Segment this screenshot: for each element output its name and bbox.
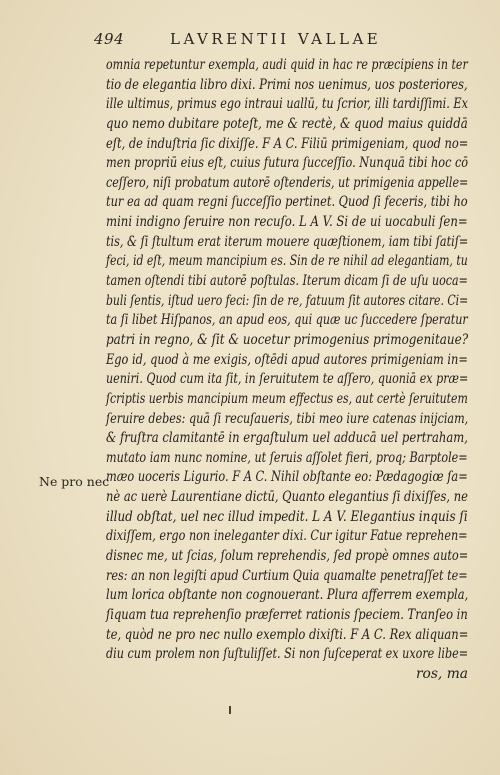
text-line: mini indigno ſeruire non recuſo. L A V. Si de ui uocabuli ſen= (106, 214, 468, 231)
text-line: disnec me, ut ſcias, ſolum reprehendis, ſed propè omnes auto= (106, 548, 469, 565)
text-line: quo nemo dubitare poteſt, me & rectè, & quod maius quiddā (106, 115, 468, 132)
text-line: ros, ma (415, 665, 468, 682)
text-line: ſiquam tua reprehenſio præferret rationis ſpeciem. Tranſeo in (106, 606, 468, 623)
text-line: & fruſtra clamitantē in ergaſtulum uel adducā uel pertraham, (106, 430, 468, 447)
margin-note: Ne pro nec (39, 474, 110, 489)
text-line: ueniri. Quod cum ita ſit, in ſeruitutem te aſſero, quoniā ex præ= (106, 371, 469, 388)
text-line: tio de elegantia libro dixi. Primi nos uenimus, uos posteriores, (106, 76, 468, 93)
text-line: mutato iam nunc nomine, ut ſeruis aſſolet fieri, proq; Barptole= (106, 449, 468, 466)
page-number: 494 (94, 30, 125, 48)
text-line: Ego id, quod à me exigis, oſtēdi apud autores primigeniam in= (106, 351, 468, 368)
text-line: lum lorica obſtante non cognouerant. Plura afferrem exempla, (106, 587, 469, 604)
text-line: dixiſſem, ergo non ineleganter dixi. Cur igitur Fatue reprehen= (106, 528, 468, 545)
text-line: eſt, de induſtria ſic dixiſſe. F A C. Filiū primigeniam, quod no= (106, 135, 469, 152)
text-line: res: an non legiſti apud Curtium Quia quamalte penetraſſet te= (106, 567, 468, 584)
text-line: patri in regno, & ſit & uocetur primogenius primogenitaue? (106, 331, 469, 348)
text-line: ſcriptis uerbis mancipium meum effectus es, aut certè ſeruitutem (106, 390, 468, 407)
text-line: ceſſero, niſi probatum autorē oſtenderis, ut primigenia appelle= (106, 174, 469, 191)
text-line: tis, & ſi ſtultum erat iterum mouere quæſtionem, iam tibi ſatiſ= (106, 233, 469, 250)
body-text (106, 56, 468, 685)
text-line: omnia repetuntur exempla, audi quid in hac re præcipiens in ter (106, 57, 468, 73)
text-line: te, quòd ne pro nec nullo exemplo dixiſti. F A C. Rex aliquan= (106, 626, 469, 643)
text-line: mæo uoceris Ligurio. F A C. Nihil obſtante eo: Pædagogiœ ſa= (106, 469, 468, 486)
text-line: tamen oſtendi tibi autorē poſtulas. Iterum dicam ſi de uſu uoca= (106, 273, 468, 290)
text-line: illud obſtat, uel nec illud impedit. L A V. Elegantius inquis ſi (106, 508, 468, 525)
text-line: buli ſentis, iſtud uero feci: ſin de re, fatuum ſit autores citare. Ci= (106, 292, 469, 309)
text-line: diu cum prolem non ſuſtuliſſet. Si non ſuſceperat ex uxore libe= (106, 646, 469, 663)
text-line: ille ultimus, primus ego intraui uallū, tu ſcrior, illi tardiſſimi. Ex (106, 96, 468, 113)
text-line: men propriū eius eſt, cuius futura ſucceſſio. Nunquā tibi hoc cō (106, 155, 469, 172)
text-line: ta ſi libet Hiſpanos, an apud eos, qui quæ uc ſuccedere ſperatur (106, 312, 468, 329)
text-line: nè ac uerè Laurentiane dictū, Quanto elegantius ſi dixiſſes, ne (106, 489, 468, 506)
text-line: ſeruire debes: quā ſi recuſaueris, tibi meo iure catenas inijciam, (106, 410, 469, 427)
text-line: tur ea ad quam regni ſucceſſio pertinet. Quod ſi feceris, tibi ho (106, 194, 468, 211)
text-line: feci, id eſt, meum mancipium es. Sin de re nihil ad elegantiam, tu (106, 253, 468, 270)
running-head: LAVRENTII VALLAE (170, 30, 382, 48)
page-mark (229, 706, 231, 714)
